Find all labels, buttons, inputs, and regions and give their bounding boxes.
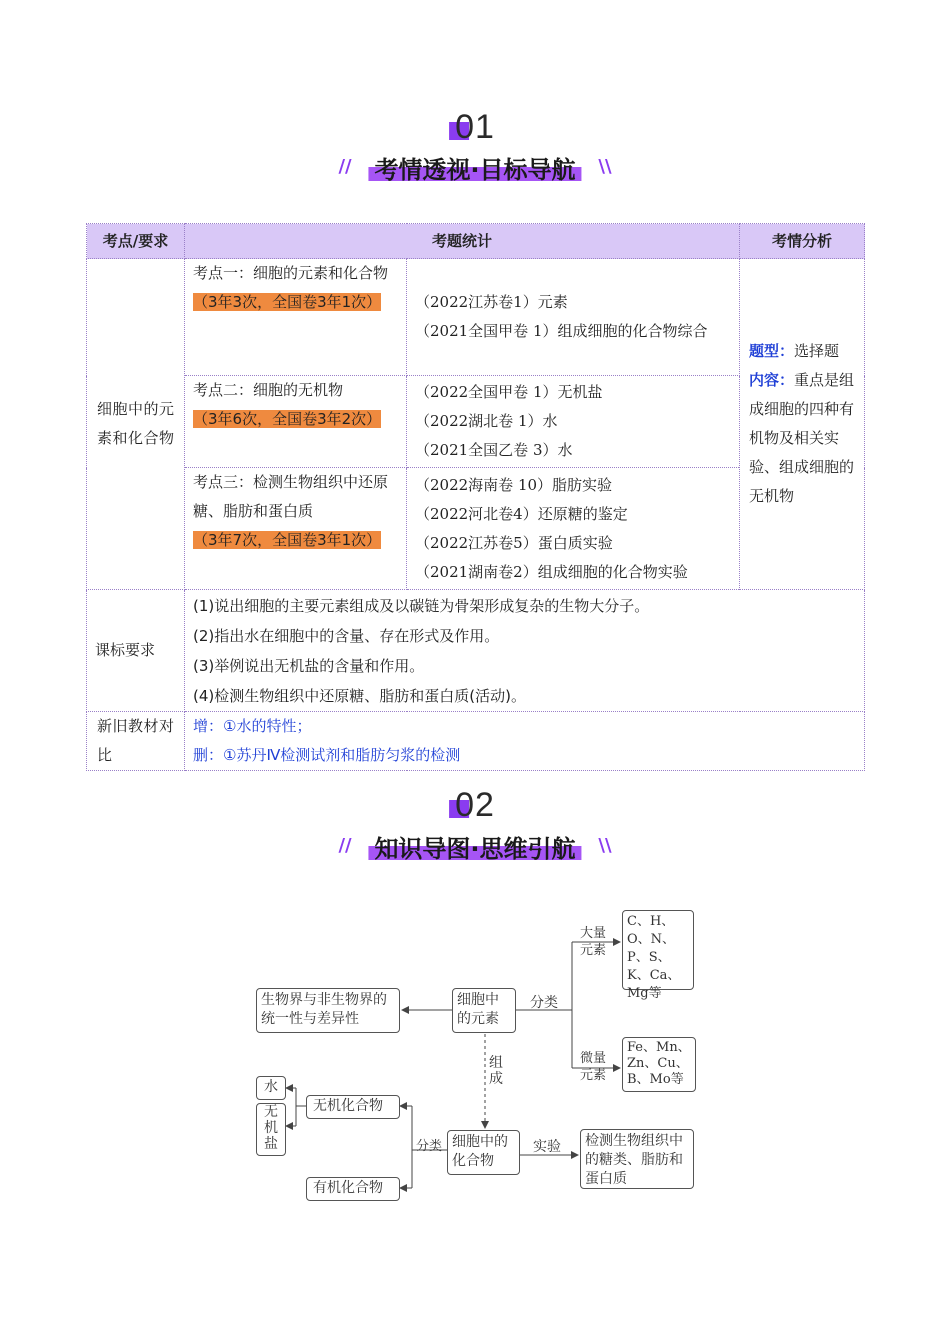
section2-banner: // 知识导图·思维引航 \\ xyxy=(338,835,612,863)
content-value: 重点是组成细胞的四种有机物及相关实验、组成细胞的无机物 xyxy=(749,371,855,505)
comparison-removed: 删：①苏丹Ⅳ检测试剂和脂肪匀浆的检测 xyxy=(193,746,461,764)
major-elements-box: C、H、O、N、P、S、K、Ca、Mg等 xyxy=(622,910,694,990)
section1-banner: // 考情透视·目标导航 \\ xyxy=(338,156,612,184)
comparison-label: 新旧教材对比 xyxy=(97,717,174,764)
point-name: 考点三：检测生物组织中还原糖、脂肪和蛋白质 xyxy=(193,473,389,520)
header-stats: 考题统计 xyxy=(185,224,740,259)
curriculum-item: (4)检测生物组织中还原糖、脂肪和蛋白质(活动)。 xyxy=(193,686,526,705)
compounds-box: 细胞中的化合物 xyxy=(447,1130,520,1175)
exam-item: （2022江苏卷5）蛋白质实验 xyxy=(415,533,613,552)
section1-number: 01 xyxy=(455,108,495,147)
elements-box: 细胞中的元素 xyxy=(452,988,516,1033)
exam-item: （2022湖北卷 1）水 xyxy=(415,412,558,430)
curriculum-label: 课标要求 xyxy=(87,590,185,712)
content-label: 内容： xyxy=(749,371,795,389)
exam-item: （2021湖南卷2）组成细胞的化合物实验 xyxy=(415,562,688,581)
comparison-added: 增：①水的特性； xyxy=(193,717,312,735)
point-stats: （3年7次，全国卷3年1次） xyxy=(193,531,382,549)
type-value: 选择题 xyxy=(794,342,840,360)
header-analysis: 考情分析 xyxy=(740,224,865,259)
point-stats: （3年6次，全国卷3年2次） xyxy=(193,410,382,428)
exam-item: （2022江苏卷1）元素 xyxy=(415,293,568,311)
classify2-label: 分类 xyxy=(416,1139,443,1154)
major-label: 大量元素 xyxy=(580,926,607,958)
experiment-label: 实验 xyxy=(533,1139,561,1155)
curriculum-item: (3)举例说出无机盐的含量和作用。 xyxy=(193,656,425,675)
exam-item: （2022全国甲卷 1）无机盐 xyxy=(415,383,603,401)
header-point: 考点/要求 xyxy=(87,224,185,259)
section2-title: 知识导图·思维引航 xyxy=(374,835,576,863)
exam-item: （2021全国甲卷 1）组成细胞的化合物综合 xyxy=(415,322,708,340)
unity-box: 生物界与非生物界的统一性与差异性 xyxy=(256,988,400,1033)
exam-item: （2021全国乙卷 3）水 xyxy=(415,441,573,459)
exam-item: （2022海南卷 10）脂肪实验 xyxy=(415,475,613,494)
classify-label: 分类 xyxy=(530,995,558,1011)
detect-box: 检测生物组织中的糖类、脂肪和蛋白质 xyxy=(580,1129,694,1189)
type-label: 题型： xyxy=(749,342,795,360)
point-name: 考点一：细胞的元素和化合物 xyxy=(193,264,389,282)
curriculum-item: (1)说出细胞的主要元素组成及以碳链为骨架形成复杂的生物大分子。 xyxy=(193,596,650,615)
inorganic-box: 无机化合物 xyxy=(306,1095,400,1119)
curriculum-item: (2)指出水在细胞中的含量、存在形式及作用。 xyxy=(193,626,500,645)
minor-elements-box: Fe、Mn、Zn、Cu、B、Mo等 xyxy=(622,1037,696,1092)
point-name: 考点二：细胞的无机物 xyxy=(193,381,344,399)
compose-label: 组成 xyxy=(489,1055,503,1087)
topic-cell: 细胞中的元素和化合物 xyxy=(97,400,174,447)
water-box: 水 xyxy=(256,1076,286,1100)
minor-label: 微量元素 xyxy=(580,1051,607,1083)
section2-number: 02 xyxy=(455,786,495,825)
salt-box: 无机盐 xyxy=(256,1103,286,1156)
organic-box: 有机化合物 xyxy=(306,1177,400,1201)
section1-title: 考情透视·目标导航 xyxy=(374,156,576,184)
point-stats: （3年3次，全国卷3年1次） xyxy=(193,293,382,311)
exam-item: （2022河北卷4）还原糖的鉴定 xyxy=(415,504,628,523)
